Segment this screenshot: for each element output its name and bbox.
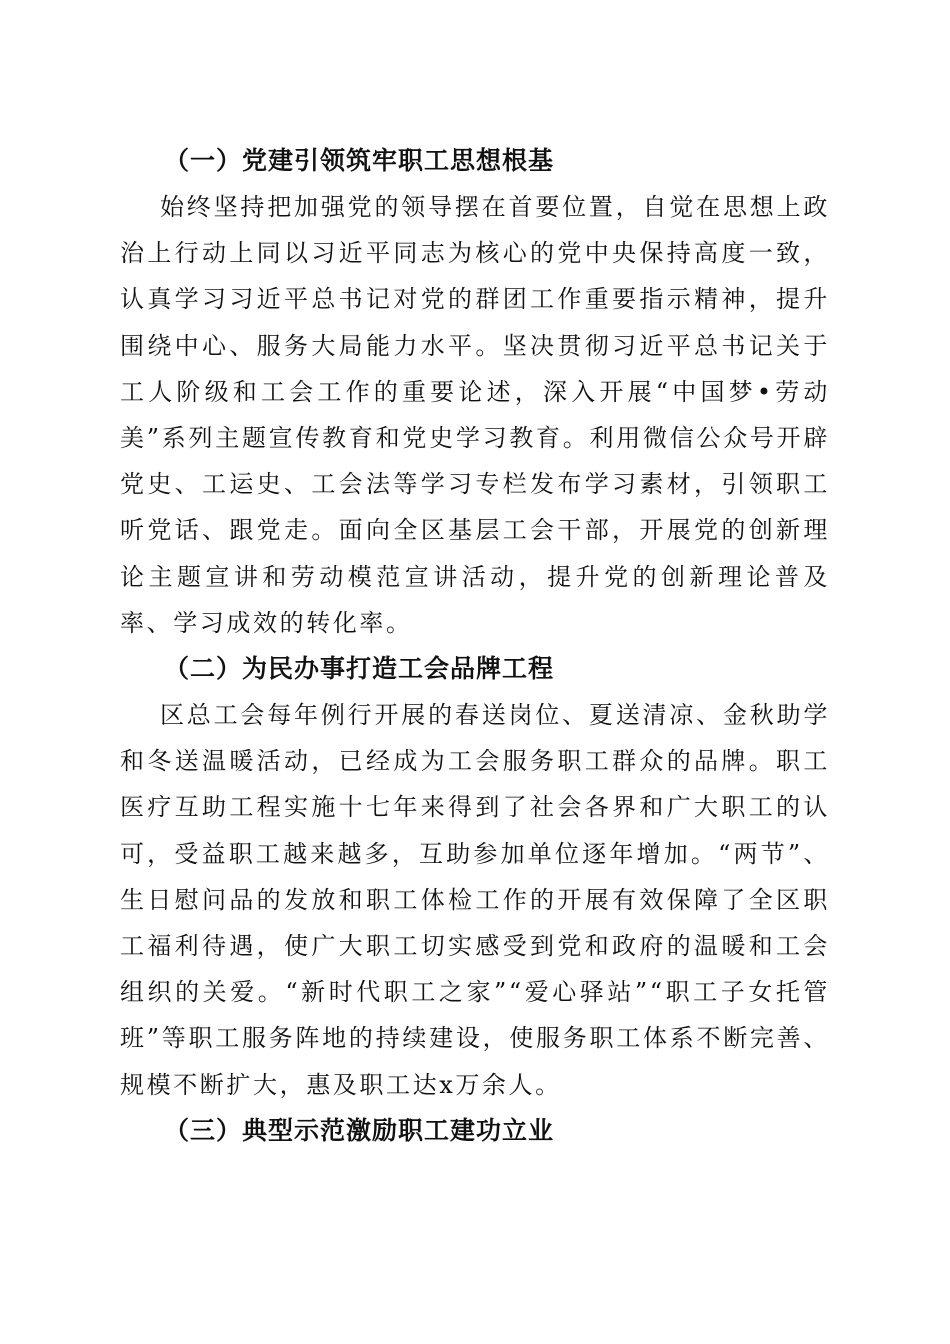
section-heading-2: （二）为民办事打造工会品牌工程 [164, 654, 555, 684]
section-heading-3: （三）典型示范激励职工建功立业 [164, 1115, 555, 1145]
document-body [120, 138, 830, 1154]
section-heading-1: （一）党建引领筑牢职工思想根基 [164, 146, 555, 175]
section-paragraph-2: 区总工会每年例行开展的春送岗位、夏送清凉、金秋助学和冬送温暖活动，已经成为工会服务职工群众的品牌。职工医疗互助工程实施十七年来得到了社会各界和广大职工的认可，受益职工越来越多，互助参加单位逐年增加。“两节”、生日慰问品的发放和职工体检工作的开展有效保障了全区职工福利待遇，使广大职工切实感受到党和政府的温暖和工会组织的关爱。“新时代职工之家”“爱心驿站”“职工子女托管班”等职工服务阵地的持续建设，使服务职工体系不断完善、规模不断扩大，惠及职工达x万余人。 [120, 701, 830, 1099]
section-paragraph-1: 始终坚持把加强党的领导摆在首要位置，自觉在思想上政治上行动上同以习近平同志为核心的党中央保持高度一致，认真学习习近平总书记对党的群团工作重要指示精神，提升围绕中心、服务大局能力水平。坚决贯彻习近平总书记关于工人阶级和工会工作的重要论述，深入开展“中国梦•劳动美”系列主题宣传教育和党史学习教育。利用微信公众号开辟党史、工运史、工会法等学习专栏发布学习素材，引领职工听党话、跟党走。面向全区基层工会干部，开展党的创新理论主题宣讲和劳动模范宣讲活动，提升党的创新理论普及率、学习成效的转化率。 [120, 193, 830, 637]
